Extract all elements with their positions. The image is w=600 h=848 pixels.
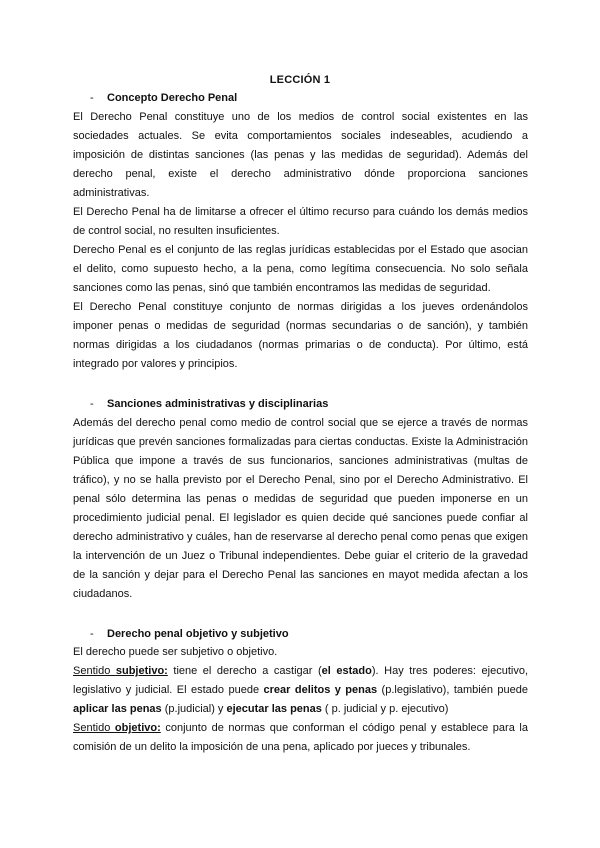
objective-paragraph: Sentido objetivo: conjunto de normas que conforman el código penal y establece para la comisión de un delito la imposición de una pena, aplicado por jueces y tribunales. [73, 722, 528, 753]
section-heading-text: Derecho penal objetivo y subjetivo [107, 628, 289, 640]
section-body-concepto [73, 108, 528, 374]
section-body-sanciones [73, 414, 528, 604]
section-heading-text: Concepto Derecho Penal [107, 92, 238, 104]
bullet-dash: - [90, 628, 94, 640]
section-heading-objetivo-subjetivo [90, 626, 289, 643]
paragraph: Además del derecho penal como medio de control social que se ejerce a través de normas jurídicas que prevén sanciones formalizadas para ciertas conductas. Existe la Administración Pública que impone a través de sus funcionarios, sanciones administrativas (multas de tráfico), y no se halla previsto por el Derecho Penal, sino por el Derecho Administrativo. El penal sólo determina las penas o medidas de seguridad que pueden imponerse en un procedimiento judicial penal. El legislador es quien decide qué sanciones puede confiar al derecho administrativo y cuáles, han de reservarse al derecho penal como penas que exigen la intervención de un Juez o Tribunal independientes. Debe guiar el criterio de la gravedad de la sanción y dejar para el Derecho Penal las sanciones en mayot medida afectan a los ciudadanos. [73, 417, 528, 600]
intro-line: El derecho puede ser subjetivo o objetivo. [73, 646, 278, 658]
bullet-dash: - [90, 92, 94, 104]
section-heading-concepto [90, 90, 237, 107]
subjective-paragraph: Sentido subjetivo: tiene el derecho a castigar (el estado). Hay tres poderes: ejecutivo, legislativo y judicial. El estado puede crear delitos y penas (p.legislativo), también puede aplicar las penas (p.judicial) y ejecutar las penas ( p. judicial y p. ejecutivo) [73, 665, 528, 715]
paragraph: El Derecho Penal constituye conjunto de normas dirigidas a los jueves ordenándolos imponer penas o medidas de seguridad (normas secundarias o de sanción), y también normas dirigidas a los ciudadanos (normas primarias o de conducta). Por último, está integrado por valores y principios. [73, 301, 528, 370]
paragraph: Derecho Penal es el conjunto de las reglas jurídicas establecidas por el Estado que asocian el delito, como supuesto hecho, a la pena, como legítima consecuencia. No solo señala sanciones como las penas, sinó que también encontramos las medidas de seguridad. [73, 244, 528, 294]
bullet-dash: - [90, 398, 94, 410]
section-heading-sanciones [90, 396, 328, 413]
paragraph: El Derecho Penal ha de limitarse a ofrecer el último recurso para cuándo los demás medios de control social, no resulten insuficientes. [73, 206, 528, 237]
section-body-objetivo-subjetivo [73, 643, 528, 757]
objective-label: Sentido objetivo: [73, 722, 161, 734]
page-title: LECCIÓN 1 [269, 74, 331, 86]
section-heading-text: Sanciones administrativas y disciplinarias [107, 398, 329, 410]
subjective-label: Sentido subjetivo: [73, 665, 168, 677]
paragraph: El Derecho Penal constituye uno de los medios de control social existentes en las sociedades actuales. Se evita comportamientos sociales indeseables, acudiendo a imposición de distintas sanciones (las penas y las medidas de seguridad). Además del derecho penal, existe el derecho administrativo dónde proporciona sanciones administrativas. [73, 111, 528, 199]
